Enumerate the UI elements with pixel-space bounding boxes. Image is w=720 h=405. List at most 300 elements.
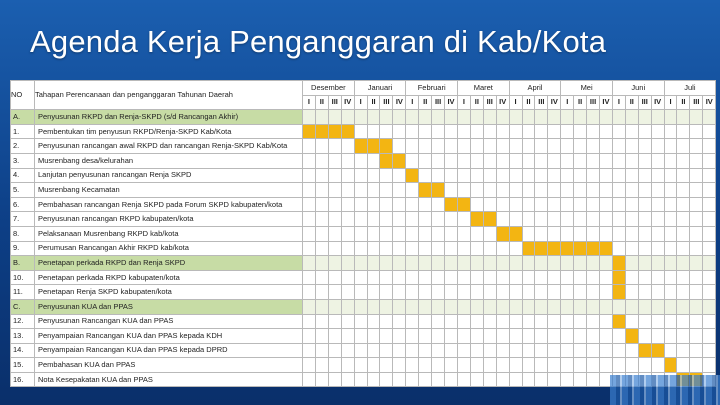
week-cell	[315, 299, 328, 314]
week-cell	[509, 256, 522, 271]
schedule-bar-cell	[651, 343, 664, 358]
week-cell	[354, 343, 367, 358]
week-cell	[445, 183, 458, 198]
activity-label: Musrenbang Kecamatan	[35, 183, 303, 198]
week-cell	[677, 110, 690, 125]
week-header: I	[303, 95, 316, 110]
row-number: 2.	[11, 139, 35, 154]
week-cell	[367, 168, 380, 183]
week-cell	[561, 329, 574, 344]
week-cell	[315, 226, 328, 241]
slide-title: Agenda Kerja Penganggaran di Kab/Kota	[30, 24, 607, 59]
schedule-bar-cell	[406, 168, 419, 183]
week-cell	[612, 212, 625, 227]
week-header: I	[457, 95, 470, 110]
week-cell	[496, 124, 509, 139]
week-cell	[587, 314, 600, 329]
week-cell	[496, 212, 509, 227]
week-cell	[354, 358, 367, 373]
week-cell	[367, 285, 380, 300]
week-header: IV	[703, 95, 716, 110]
week-cell	[496, 329, 509, 344]
week-cell	[522, 212, 535, 227]
week-cell	[509, 270, 522, 285]
week-cell	[690, 212, 703, 227]
week-cell	[419, 285, 432, 300]
week-cell	[470, 270, 483, 285]
week-header: III	[638, 95, 651, 110]
week-cell	[406, 343, 419, 358]
week-cell	[406, 139, 419, 154]
week-cell	[587, 343, 600, 358]
week-cell	[703, 314, 716, 329]
week-cell	[367, 343, 380, 358]
week-cell	[535, 343, 548, 358]
week-cell	[341, 329, 354, 344]
week-cell	[600, 329, 613, 344]
week-cell	[341, 168, 354, 183]
activity-label: Pelaksanaan Musrenbang RKPD kab/kota	[35, 226, 303, 241]
week-cell	[612, 168, 625, 183]
week-cell	[561, 153, 574, 168]
schedule-bar-cell	[380, 139, 393, 154]
week-cell	[315, 256, 328, 271]
week-cell	[548, 358, 561, 373]
week-cell	[690, 226, 703, 241]
week-cell	[406, 197, 419, 212]
week-cell	[341, 110, 354, 125]
activity-label: Penetapan Renja SKPD kabupaten/kota	[35, 285, 303, 300]
week-cell	[341, 285, 354, 300]
week-cell	[587, 153, 600, 168]
week-cell	[625, 285, 638, 300]
week-cell	[548, 285, 561, 300]
week-cell	[432, 226, 445, 241]
week-cell	[328, 212, 341, 227]
week-cell	[600, 139, 613, 154]
week-cell	[470, 256, 483, 271]
week-cell	[522, 372, 535, 387]
week-cell	[315, 110, 328, 125]
week-cell	[393, 124, 406, 139]
activity-label: Musrenbang desa/kelurahan	[35, 153, 303, 168]
week-cell	[445, 329, 458, 344]
week-cell	[470, 153, 483, 168]
week-cell	[522, 168, 535, 183]
week-cell	[393, 226, 406, 241]
week-cell	[354, 153, 367, 168]
week-cell	[677, 285, 690, 300]
section-row	[11, 299, 716, 314]
week-cell	[677, 139, 690, 154]
week-cell	[445, 124, 458, 139]
week-cell	[561, 256, 574, 271]
week-header: II	[677, 95, 690, 110]
week-cell	[367, 299, 380, 314]
week-cell	[651, 226, 664, 241]
week-cell	[419, 329, 432, 344]
week-cell	[419, 299, 432, 314]
week-cell	[561, 183, 574, 198]
week-cell	[328, 183, 341, 198]
week-cell	[303, 110, 316, 125]
week-cell	[548, 270, 561, 285]
week-header: II	[470, 95, 483, 110]
week-cell	[651, 153, 664, 168]
week-cell	[664, 285, 677, 300]
task-row	[11, 285, 716, 300]
week-cell	[690, 314, 703, 329]
week-cell	[535, 270, 548, 285]
week-cell	[380, 329, 393, 344]
week-cell	[574, 212, 587, 227]
schedule-bar-cell	[522, 241, 535, 256]
week-cell	[341, 212, 354, 227]
week-cell	[548, 139, 561, 154]
week-cell	[561, 139, 574, 154]
week-cell	[432, 314, 445, 329]
week-cell	[664, 153, 677, 168]
week-cell	[367, 358, 380, 373]
week-cell	[638, 153, 651, 168]
week-cell	[664, 256, 677, 271]
week-cell	[315, 168, 328, 183]
week-cell	[393, 197, 406, 212]
week-cell	[703, 110, 716, 125]
week-cell	[303, 256, 316, 271]
week-cell	[341, 153, 354, 168]
week-cell	[367, 329, 380, 344]
week-cell	[457, 299, 470, 314]
week-cell	[690, 329, 703, 344]
week-cell	[419, 226, 432, 241]
week-cell	[393, 372, 406, 387]
week-cell	[496, 285, 509, 300]
week-cell	[457, 343, 470, 358]
week-cell	[612, 110, 625, 125]
week-cell	[548, 197, 561, 212]
task-row	[11, 124, 716, 139]
week-cell	[600, 285, 613, 300]
week-cell	[612, 153, 625, 168]
week-cell	[470, 285, 483, 300]
week-cell	[393, 299, 406, 314]
week-cell	[574, 168, 587, 183]
week-cell	[677, 343, 690, 358]
week-cell	[664, 343, 677, 358]
activity-label: Nota Kesepakatan KUA dan PPAS	[35, 372, 303, 387]
week-cell	[354, 372, 367, 387]
task-row	[11, 241, 716, 256]
week-cell	[574, 197, 587, 212]
week-cell	[677, 124, 690, 139]
week-cell	[445, 153, 458, 168]
week-cell	[406, 329, 419, 344]
week-cell	[561, 358, 574, 373]
week-cell	[328, 343, 341, 358]
week-cell	[612, 183, 625, 198]
week-cell	[664, 110, 677, 125]
week-cell	[548, 372, 561, 387]
week-cell	[703, 285, 716, 300]
week-cell	[638, 314, 651, 329]
week-cell	[522, 197, 535, 212]
task-row	[11, 183, 716, 198]
schedule-bar-cell	[625, 329, 638, 344]
week-cell	[535, 226, 548, 241]
week-cell	[600, 358, 613, 373]
week-cell	[457, 256, 470, 271]
week-cell	[651, 285, 664, 300]
week-cell	[380, 226, 393, 241]
week-cell	[354, 197, 367, 212]
week-cell	[638, 358, 651, 373]
week-cell	[625, 183, 638, 198]
week-cell	[574, 139, 587, 154]
week-cell	[419, 270, 432, 285]
week-cell	[354, 226, 367, 241]
week-cell	[315, 343, 328, 358]
week-cell	[664, 183, 677, 198]
week-cell	[574, 299, 587, 314]
week-cell	[522, 285, 535, 300]
week-cell	[470, 139, 483, 154]
week-cell	[483, 329, 496, 344]
week-cell	[587, 372, 600, 387]
week-cell	[677, 329, 690, 344]
week-cell	[457, 139, 470, 154]
week-cell	[522, 270, 535, 285]
week-header: III	[328, 95, 341, 110]
week-cell	[406, 270, 419, 285]
week-cell	[587, 256, 600, 271]
week-cell	[574, 270, 587, 285]
week-cell	[380, 197, 393, 212]
week-cell	[341, 299, 354, 314]
week-cell	[703, 299, 716, 314]
week-cell	[703, 343, 716, 358]
week-cell	[561, 212, 574, 227]
week-cell	[600, 212, 613, 227]
week-cell	[535, 197, 548, 212]
schedule-bar-cell	[393, 153, 406, 168]
week-header: IV	[548, 95, 561, 110]
week-cell	[509, 139, 522, 154]
week-cell	[354, 256, 367, 271]
week-cell	[548, 124, 561, 139]
week-cell	[303, 241, 316, 256]
week-cell	[651, 110, 664, 125]
week-cell	[328, 139, 341, 154]
week-cell	[535, 329, 548, 344]
week-cell	[315, 358, 328, 373]
week-cell	[574, 314, 587, 329]
week-header: IV	[651, 95, 664, 110]
week-cell	[509, 153, 522, 168]
week-cell	[470, 314, 483, 329]
week-cell	[380, 299, 393, 314]
row-number: 12.	[11, 314, 35, 329]
row-number: C.	[11, 299, 35, 314]
week-cell	[341, 256, 354, 271]
week-header: I	[509, 95, 522, 110]
week-cell	[303, 153, 316, 168]
week-cell	[496, 299, 509, 314]
week-cell	[651, 256, 664, 271]
week-cell	[432, 139, 445, 154]
week-cell	[561, 314, 574, 329]
week-cell	[651, 270, 664, 285]
schedule-bar-cell	[664, 358, 677, 373]
week-cell	[367, 314, 380, 329]
week-cell	[677, 299, 690, 314]
week-cell	[445, 270, 458, 285]
week-cell	[354, 212, 367, 227]
week-cell	[445, 212, 458, 227]
week-cell	[380, 110, 393, 125]
week-header: I	[664, 95, 677, 110]
week-cell	[535, 299, 548, 314]
week-cell	[690, 285, 703, 300]
week-cell	[483, 285, 496, 300]
week-cell	[651, 124, 664, 139]
week-cell	[612, 124, 625, 139]
week-cell	[703, 212, 716, 227]
week-cell	[406, 285, 419, 300]
week-cell	[496, 270, 509, 285]
week-cell	[574, 358, 587, 373]
week-cell	[703, 183, 716, 198]
week-cell	[406, 299, 419, 314]
month-header: Januari	[354, 81, 406, 96]
week-cell	[328, 329, 341, 344]
week-cell	[509, 372, 522, 387]
week-cell	[470, 168, 483, 183]
week-cell	[367, 256, 380, 271]
week-cell	[690, 183, 703, 198]
week-cell	[548, 329, 561, 344]
week-cell	[600, 299, 613, 314]
task-row	[11, 270, 716, 285]
week-header: IV	[393, 95, 406, 110]
schedule-bar-cell	[496, 226, 509, 241]
week-cell	[354, 299, 367, 314]
week-cell	[354, 110, 367, 125]
week-cell	[341, 241, 354, 256]
week-cell	[393, 256, 406, 271]
week-cell	[612, 197, 625, 212]
week-cell	[419, 358, 432, 373]
week-cell	[638, 110, 651, 125]
week-cell	[561, 299, 574, 314]
week-cell	[341, 314, 354, 329]
week-cell	[445, 256, 458, 271]
week-cell	[677, 270, 690, 285]
week-cell	[496, 168, 509, 183]
week-header: IV	[496, 95, 509, 110]
week-cell	[406, 358, 419, 373]
week-cell	[328, 153, 341, 168]
week-cell	[315, 241, 328, 256]
week-cell	[625, 314, 638, 329]
week-cell	[664, 226, 677, 241]
week-cell	[600, 226, 613, 241]
month-header: April	[509, 81, 561, 96]
week-cell	[445, 285, 458, 300]
week-cell	[561, 168, 574, 183]
week-cell	[303, 270, 316, 285]
task-row	[11, 212, 716, 227]
week-cell	[651, 299, 664, 314]
week-cell	[535, 153, 548, 168]
week-cell	[406, 226, 419, 241]
week-cell	[354, 183, 367, 198]
week-cell	[483, 299, 496, 314]
week-cell	[380, 285, 393, 300]
week-cell	[690, 358, 703, 373]
week-cell	[638, 299, 651, 314]
week-cell	[354, 241, 367, 256]
week-cell	[587, 285, 600, 300]
week-cell	[548, 153, 561, 168]
week-cell	[457, 168, 470, 183]
week-cell	[432, 299, 445, 314]
week-header: III	[690, 95, 703, 110]
week-cell	[419, 124, 432, 139]
week-cell	[664, 314, 677, 329]
month-header: Februari	[406, 81, 458, 96]
week-cell	[406, 212, 419, 227]
week-cell	[432, 197, 445, 212]
schedule-bar-cell	[638, 343, 651, 358]
week-cell	[496, 139, 509, 154]
activity-label: Penyusunan rancangan RKPD kabupaten/kota	[35, 212, 303, 227]
week-cell	[483, 256, 496, 271]
week-cell	[548, 314, 561, 329]
week-cell	[600, 197, 613, 212]
week-cell	[522, 256, 535, 271]
week-cell	[651, 358, 664, 373]
activity-label: Penyampaian Rancangan KUA dan PPAS kepada KDH	[35, 329, 303, 344]
activity-label: Pembentukan tim penyusun RKPD/Renja-SKPD Kab/Kota	[35, 124, 303, 139]
week-cell	[509, 197, 522, 212]
week-cell	[651, 329, 664, 344]
week-cell	[393, 343, 406, 358]
week-cell	[367, 212, 380, 227]
schedule-bar-cell	[354, 139, 367, 154]
week-header: I	[561, 95, 574, 110]
schedule-bar-cell	[561, 241, 574, 256]
week-cell	[380, 372, 393, 387]
week-cell	[535, 110, 548, 125]
schedule-bar-cell	[315, 124, 328, 139]
week-cell	[625, 139, 638, 154]
week-cell	[677, 241, 690, 256]
week-cell	[600, 343, 613, 358]
week-cell	[483, 110, 496, 125]
task-row	[11, 358, 716, 373]
week-cell	[406, 183, 419, 198]
week-cell	[574, 183, 587, 198]
week-cell	[612, 329, 625, 344]
week-cell	[445, 372, 458, 387]
week-cell	[315, 285, 328, 300]
week-cell	[677, 256, 690, 271]
activity-label: Pembahasan KUA dan PPAS	[35, 358, 303, 373]
week-cell	[522, 358, 535, 373]
week-cell	[419, 110, 432, 125]
week-cell	[303, 358, 316, 373]
